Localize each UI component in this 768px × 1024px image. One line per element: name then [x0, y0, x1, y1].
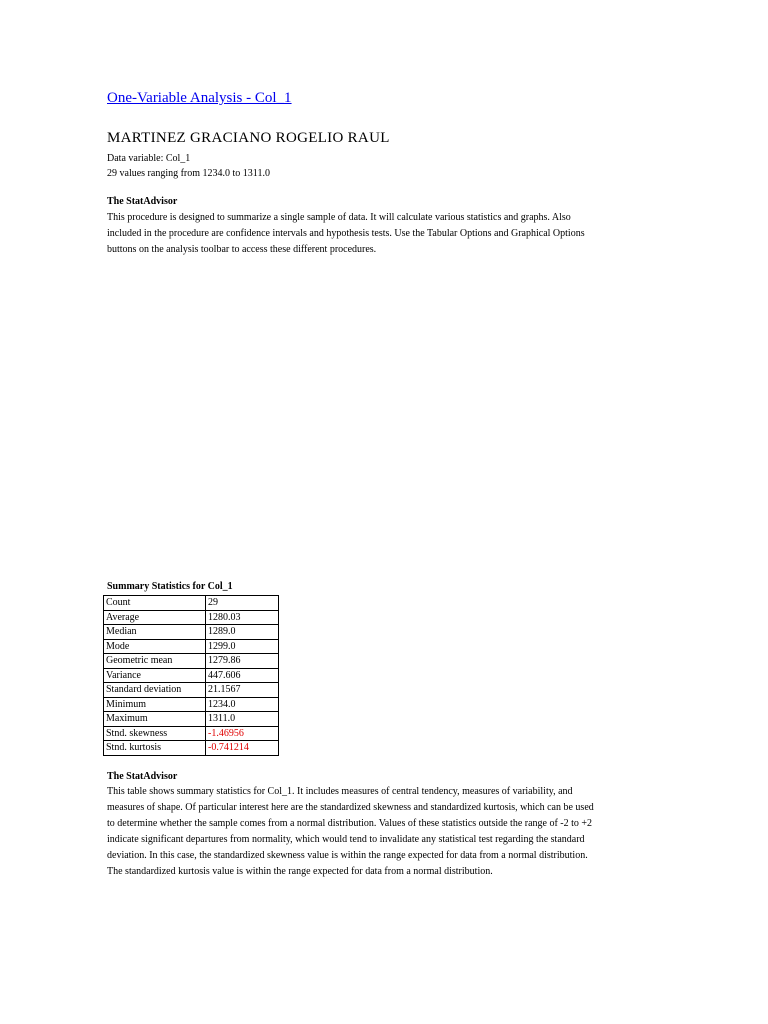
stat-value: 1311.0 [206, 712, 279, 727]
statadvisor-1-line: included in the procedure are confidence intervals and hypothesis tests. Use the Tabular Options and Graphical Options [107, 228, 585, 239]
stat-label: Stnd. kurtosis [104, 741, 206, 756]
statadvisor-1-line: buttons on the analysis toolbar to access these different procedures. [107, 244, 377, 255]
statadvisor-heading-1: The StatAdvisor [107, 196, 178, 207]
table-row [104, 654, 279, 669]
statadvisor-1-line: This procedure is designed to summarize a single sample of data. It will calculate various statistics and graphs. Also [107, 212, 571, 223]
stat-value: 21.1567 [206, 683, 279, 698]
table-row [104, 683, 279, 698]
statadvisor-2-line: indicate significant departures from normality, which would tend to invalidate any statistical test regarding the standard [107, 834, 585, 845]
stat-label: Count [104, 596, 206, 611]
data-variable-label: Data variable: Col_1 [107, 153, 191, 164]
stat-label: Standard deviation [104, 683, 206, 698]
stat-label: Mode [104, 639, 206, 654]
range-summary: 29 values ranging from 1234.0 to 1311.0 [107, 168, 270, 179]
stat-label: Median [104, 625, 206, 640]
table-row [104, 697, 279, 712]
summary-statistics-table [103, 595, 279, 756]
author-name: MARTINEZ GRACIANO ROGELIO RAUL [107, 130, 390, 146]
table-row [104, 596, 279, 611]
table-row [104, 639, 279, 654]
table-row [104, 625, 279, 640]
stat-value-highlighted: -0.741214 [206, 741, 279, 756]
statadvisor-2-line: to determine whether the sample comes from a normal distribution. Values of these statistics outside the range of -2 to +2 [107, 818, 593, 829]
stat-label: Minimum [104, 697, 206, 712]
statadvisor-2-line: measures of shape. Of particular interest here are the standardized skewness and standardized kurtosis, which can be used [107, 802, 594, 813]
stat-label: Stnd. skewness [104, 726, 206, 741]
stat-value: 1234.0 [206, 697, 279, 712]
stat-label: Variance [104, 668, 206, 683]
statadvisor-text-2 [107, 784, 677, 880]
stat-label: Maximum [104, 712, 206, 727]
stat-value: 1279.86 [206, 654, 279, 669]
statadvisor-2-line: deviation. In this case, the standardized skewness value is within the range expected for data from a normal distribution. [107, 850, 588, 861]
stat-value: 1289.0 [206, 625, 279, 640]
table-row [104, 610, 279, 625]
stat-value: 447.606 [206, 668, 279, 683]
table-row [104, 668, 279, 683]
page-title-link[interactable]: One-Variable Analysis - Col_1 [107, 90, 292, 106]
table-row [104, 726, 279, 741]
statadvisor-text-1 [107, 210, 677, 258]
stat-value: 29 [206, 596, 279, 611]
statadvisor-2-line: The standardized kurtosis value is within the range expected for data from a normal distribution. [107, 866, 493, 877]
stat-label: Geometric mean [104, 654, 206, 669]
stat-label: Average [104, 610, 206, 625]
stat-value: 1280.03 [206, 610, 279, 625]
summary-table-caption: Summary Statistics for Col_1 [107, 581, 233, 592]
statadvisor-heading-2: The StatAdvisor [107, 771, 178, 782]
statadvisor-2-line: This table shows summary statistics for Col_1. It includes measures of central tendency, measures of variability, and [107, 786, 573, 797]
table-row [104, 712, 279, 727]
stat-value-highlighted: -1.46956 [206, 726, 279, 741]
table-row [104, 741, 279, 756]
stat-value: 1299.0 [206, 639, 279, 654]
